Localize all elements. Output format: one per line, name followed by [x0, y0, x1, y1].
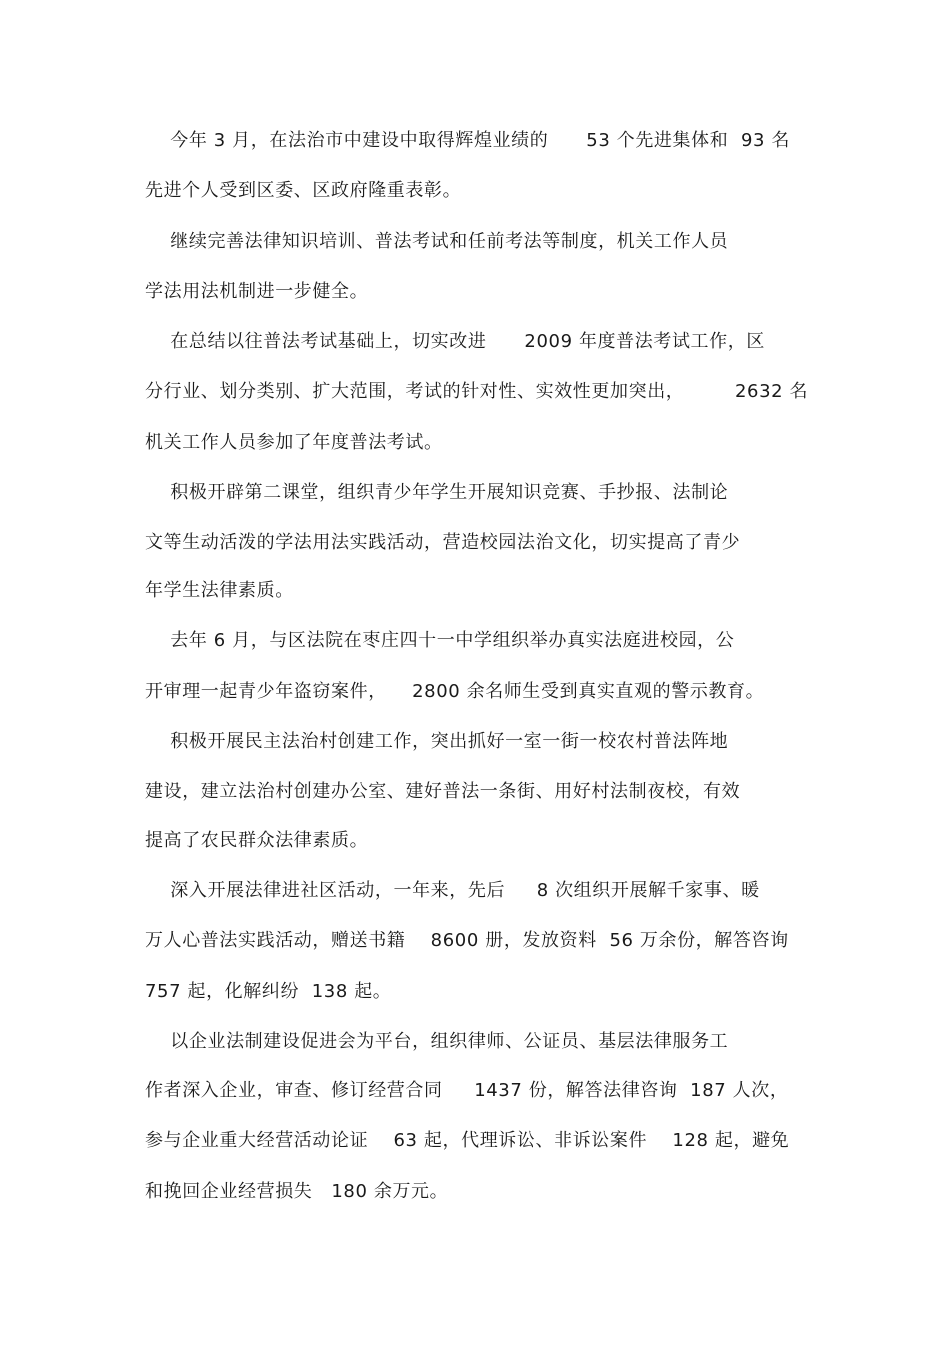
- text-line: 以企业法制建设促进会为平台，组织律师、公证员、基层法律服务工: [145, 1031, 729, 1052]
- text-line: 先进个人受到区委、区政府隆重表彰。: [145, 180, 462, 201]
- text-line: 积极开展民主法治村创建工作，突出抓好一室一街一校农村普法阵地: [145, 731, 729, 752]
- text-line: 去年 6 月，与区法院在枣庄四十一中学组织举办真实法庭进校园，公: [145, 630, 735, 651]
- text-line: 在总结以往普法考试基础上，切实改进 2009 年度普法考试工作，区: [145, 331, 765, 352]
- text-line: 757 起，化解纠纷 138 起。: [145, 981, 392, 1002]
- text-line: 建设，建立法治村创建办公室、建好普法一条街、用好村法制夜校，有效: [145, 781, 741, 802]
- text-line: 和挽回企业经营损失 180 余万元。: [145, 1181, 449, 1202]
- text-line: 提高了农民群众法律素质。: [145, 830, 369, 851]
- text-line: 深入开展法律进社区活动，一年来，先后 8 次组织开展解千家事、暖: [145, 880, 760, 901]
- text-line: 学法用法机制进一步健全。: [145, 281, 369, 302]
- text-line: 文等生动活泼的学法用法实践活动，营造校园法治文化，切实提高了青少: [145, 532, 741, 553]
- text-line: 今年 3 月，在法治市中建设中取得辉煌业绩的 53 个先进集体和 93 名: [145, 130, 791, 151]
- text-line: 作者深入企业，审查、修订经营合同 1437 份，解答法律咨询 187 人次，: [145, 1080, 789, 1101]
- text-line: 万人心普法实践活动，赠送书籍 8600 册，发放资料 56 万余份，解答咨询: [145, 930, 789, 951]
- text-line: 开审理一起青少年盗窃案件， 2800 余名师生受到真实直观的警示教育。: [145, 681, 765, 702]
- text-line: 年学生法律素质。: [145, 580, 294, 601]
- text-line: 继续完善法律知识培训、普法考试和任前考法等制度，机关工作人员: [145, 231, 729, 252]
- text-line: 积极开辟第二课堂，组织青少年学生开展知识竞赛、手抄报、法制论: [145, 482, 729, 503]
- text-line: 分行业、划分类别、扩大范围，考试的针对性、实效性更加突出， 2632 名: [145, 381, 809, 402]
- text-line: 机关工作人员参加了年度普法考试。: [145, 432, 443, 453]
- text-line: 参与企业重大经营活动论证 63 起，代理诉讼、非诉讼案件 128 起，避免: [145, 1130, 790, 1151]
